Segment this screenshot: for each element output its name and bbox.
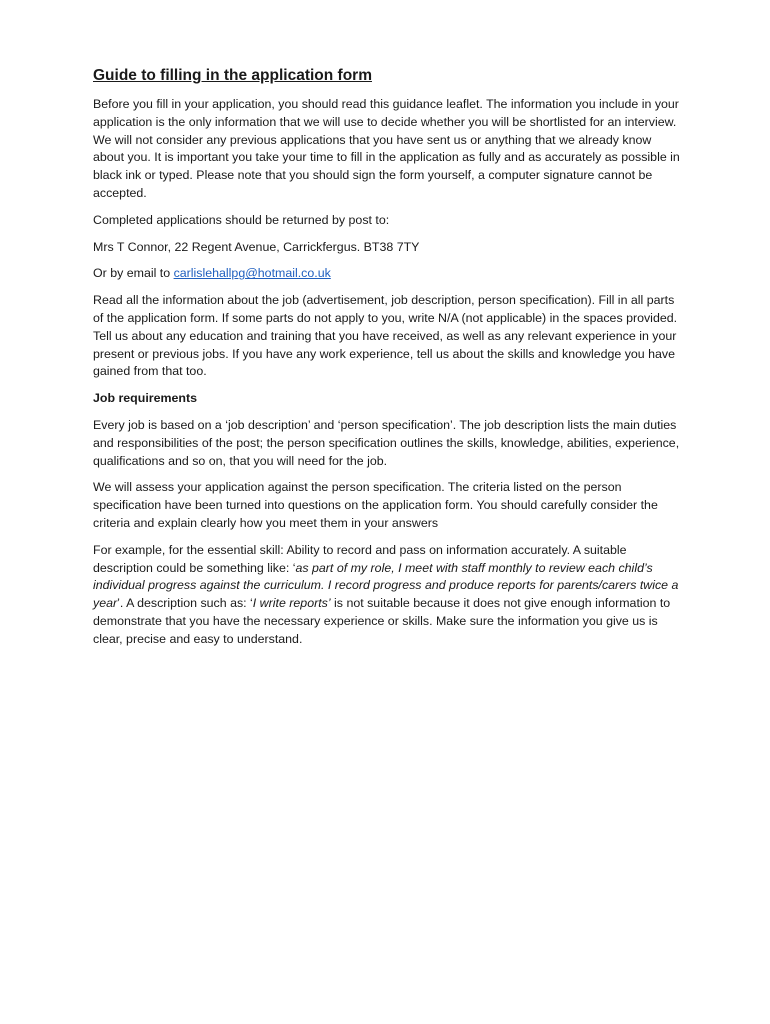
email-link[interactable]: carlislehallpg@hotmail.co.uk xyxy=(173,266,331,281)
example-text-2: ’. A description such as: ‘ xyxy=(117,596,253,611)
email-prefix: Or by email to xyxy=(93,266,174,281)
example-italic-2: I write reports’ xyxy=(252,596,331,611)
read-all-paragraph: Read all the information about the job (advertisement, job description, person specification). Fill in all parts of the application form. If some parts do not apply to you, write N/A (not applicable) in the spaces provided. Tell us about any education and training that you have received, as well as any relevant experience in your present or previous jobs. If you have any work experience, tell us about the skills and knowledge you have gained from that too. xyxy=(93,293,678,379)
example-paragraph xyxy=(93,542,683,649)
page-title: Guide to filling in the application form xyxy=(93,67,372,84)
intro-paragraph: Before you fill in your application, you should read this guidance leaflet. The information you include in your application is the only information that we will use to decide whether you will be shortlisted for an interview. We will not consider any previous applications that you have sent us or anything that we already know about you. It is important you take your time to fill in the application as fully and as accurately as possible in black ink or typed. Please note that you should sign the form yourself, a computer signature cannot be accepted. xyxy=(93,97,680,200)
assessment-paragraph: We will assess your application against the person specification. The criteria listed on the person specification have been turned into questions on the application form. You should carefully consider the criteria and explain clearly how you meet them in your answers xyxy=(93,480,658,530)
postal-address: Mrs T Connor, 22 Regent Avenue, Carrickfergus. BT38 7TY xyxy=(93,239,420,254)
example-text-3: is not suitable because it does not give enough information to demonstrate that you have the necessary experience or skills. Make sure the information you give us is clear, precise and easy to understand. xyxy=(93,596,671,646)
return-instructions: Completed applications should be returned by post to: xyxy=(93,212,390,227)
job-requirements-paragraph: Every job is based on a ‘job description’ and ‘person specification’. The job description lists the main duties and responsibilities of the post; the person specification outlines the skills, knowledge, abilities, experience, qualifications and so on, that you will need for the job. xyxy=(93,417,680,468)
email-line xyxy=(93,265,683,283)
job-requirements-heading: Job requirements xyxy=(93,391,197,406)
example-text-1: For example, for the essential skill: Ability to record and pass on information accurately. A suitable description could be something like: ‘ xyxy=(93,542,627,575)
document-page xyxy=(93,66,683,658)
example-italic-1: as part of my role, I meet with staff monthly to review each child’s individual progress against the curriculum. I record progress and produce reports for parents/carers twice a year xyxy=(93,560,679,611)
